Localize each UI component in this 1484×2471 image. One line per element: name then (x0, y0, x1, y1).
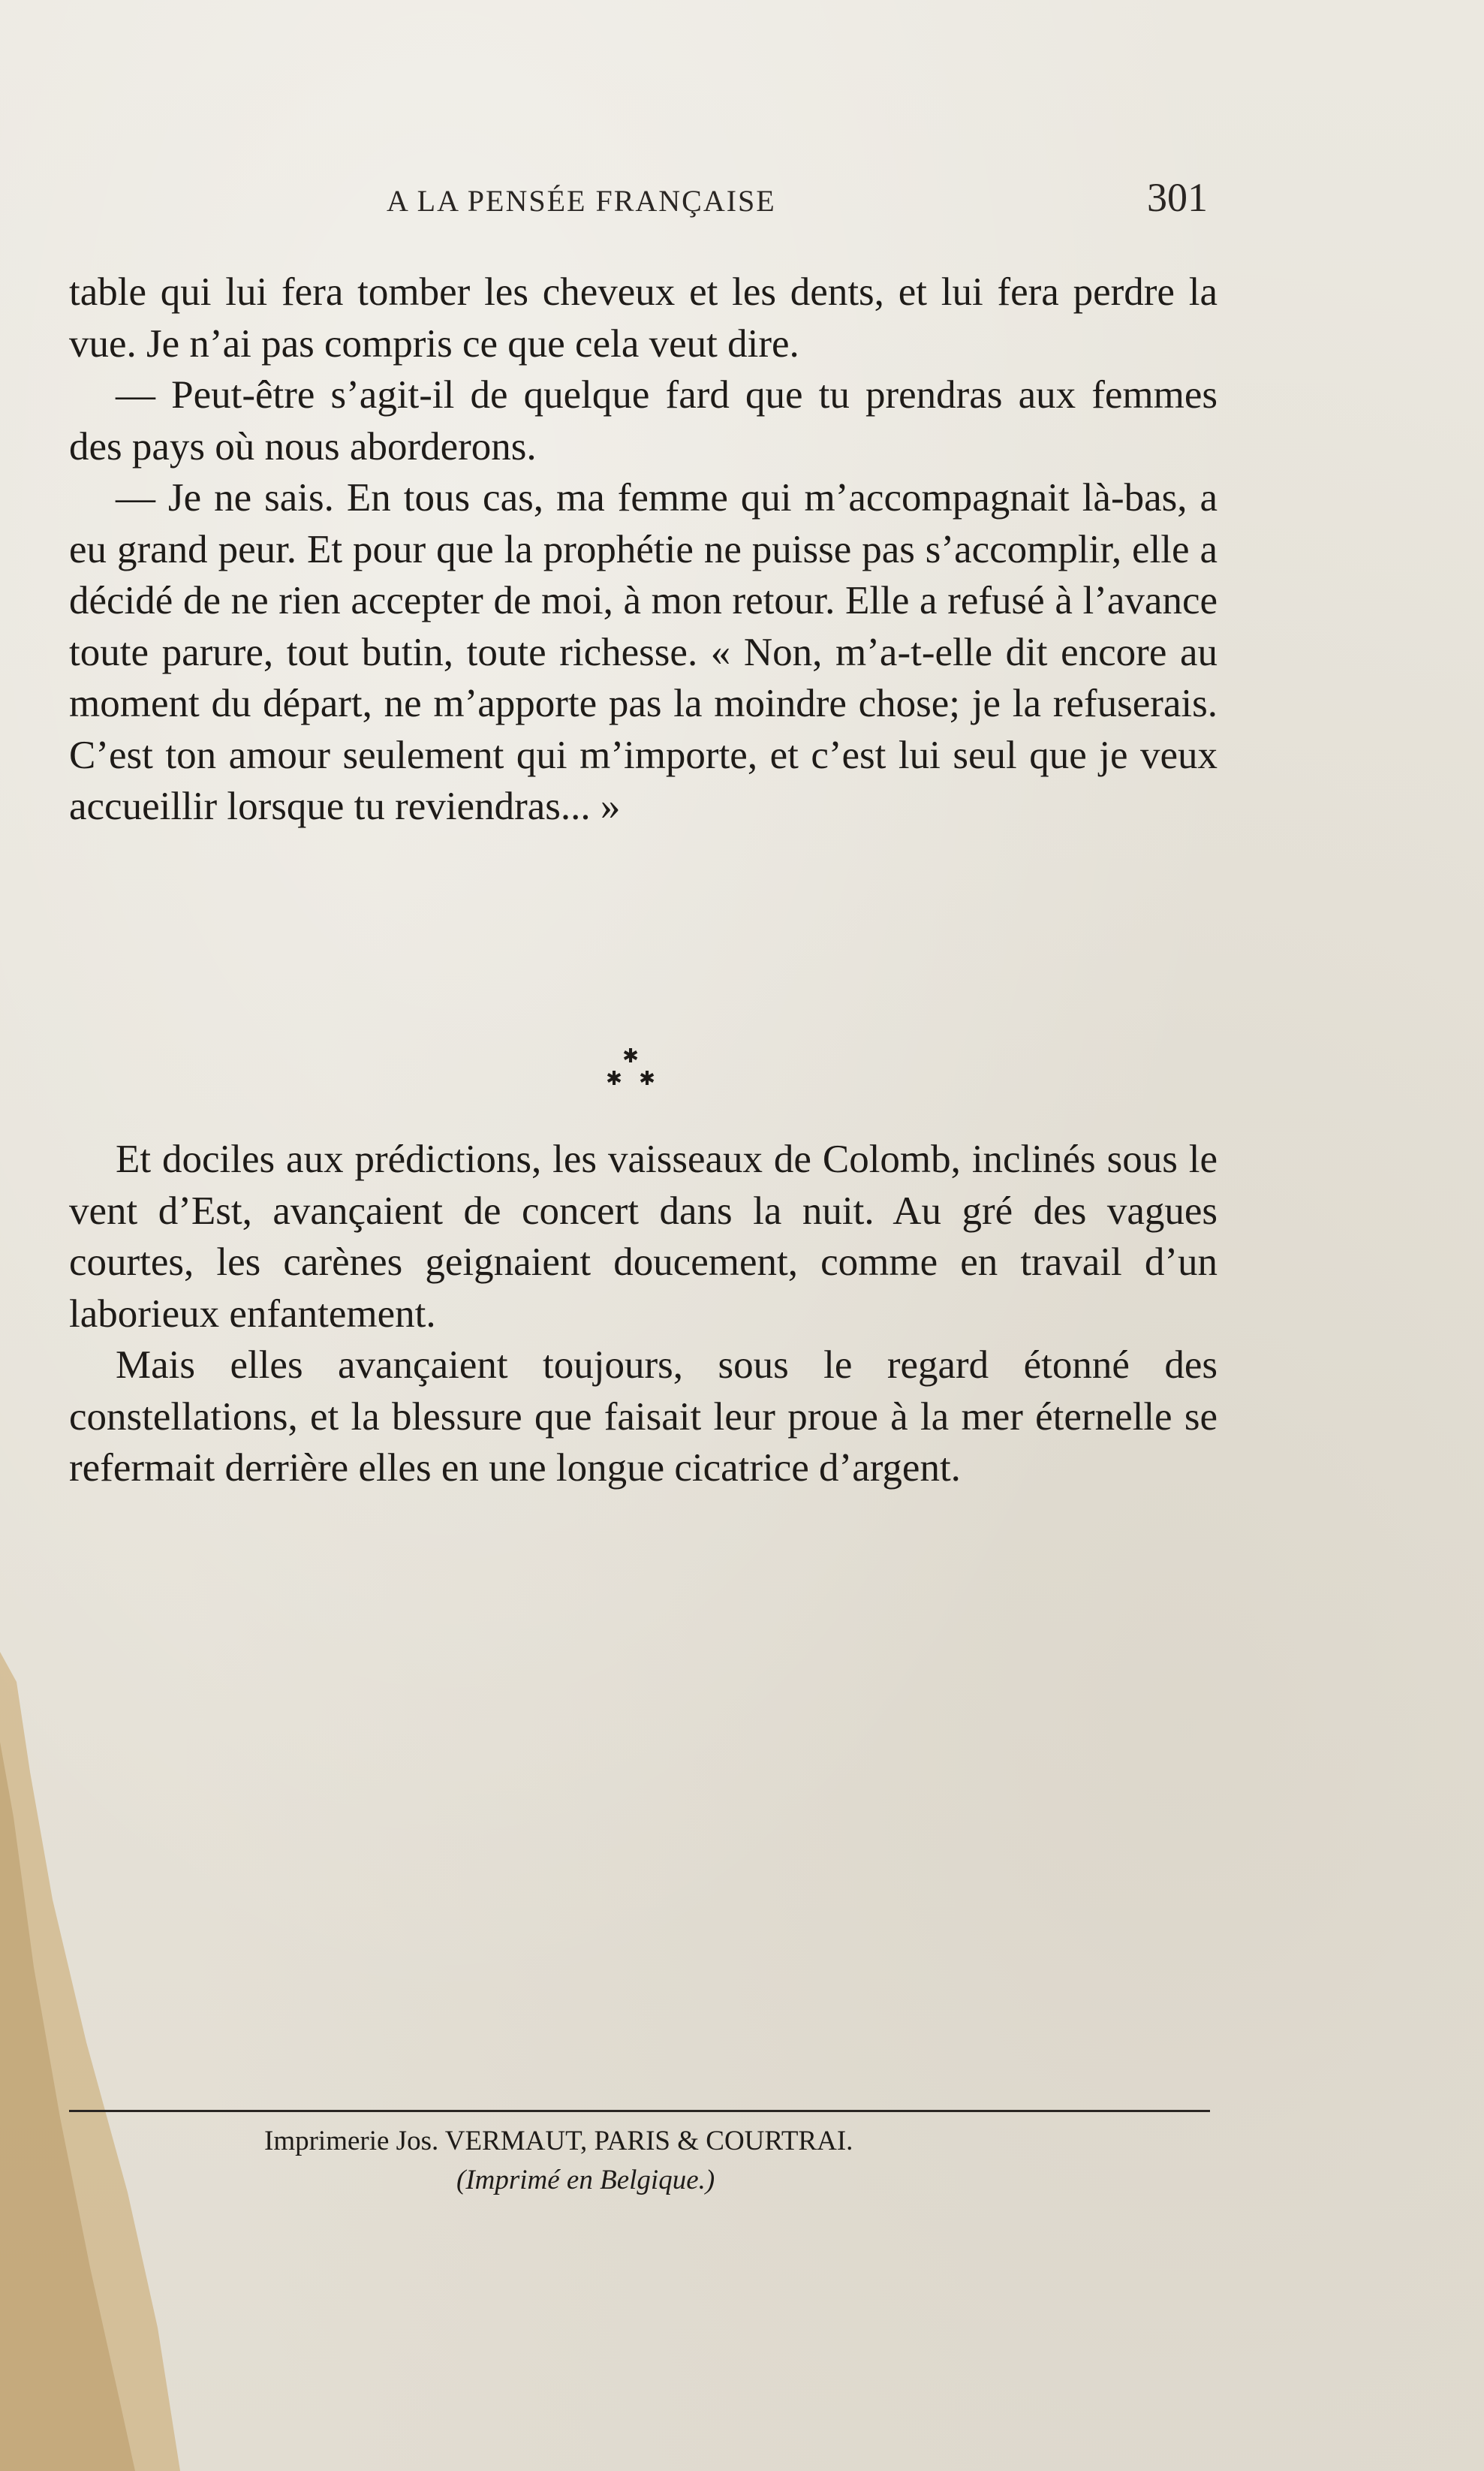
paragraph: — Je ne sais. En tous cas, ma femme qui m’accompagnait là-bas, a eu grand peur. Et pour que la prophétie ne puisse pas s’accomplir, elle a décidé de ne rien accepter de moi, à mon retour. Elle a refusé à l’avance toute parure, tout butin, toute richesse. « Non, m’a-t-elle dit encore au moment du départ, ne m’apporte pas la moindre chose; je la refuserais. C’est ton amour seulement qui m’importe, et c’est lui seul que je veux accueillir lorsque tu reviendras... » (69, 476, 1218, 828)
paragraph: — Peut-être s’agit-il de quelque fard que tu prendras aux femmes des pays où nous aborderons. (69, 373, 1218, 469)
footer-rule (69, 2110, 1210, 2112)
page-number: 301 (1147, 175, 1208, 220)
imprint-country-line: (Imprimé en Belgique.) (456, 2165, 715, 2195)
svg-text:✱: ✱ (606, 1068, 622, 1090)
paragraph: table qui lui fera tomber les cheveux et les dents, et lui fera perdre la vue. Je n’ai pas compris ce que cela veut dire. (69, 270, 1218, 366)
paragraph: Et dociles aux prédictions, les vaisseaux de Colomb, inclinés sous le vent d’Est, avançaient de concert dans la nuit. Au gré des vagues courtes, les carènes geignaient doucement, comme en travail d’un laborieux enfantement. (69, 1138, 1218, 1336)
running-head: A LA PENSÉE FRANÇAISE (387, 184, 776, 218)
text-block-bottom (69, 1134, 1218, 1494)
text-block-top (69, 267, 1218, 833)
svg-text:✱: ✱ (622, 1045, 639, 1068)
imprint-line: Imprimerie Jos. VERMAUT, PARIS & COURTRAI. (264, 2126, 853, 2156)
svg-text:✱: ✱ (639, 1068, 655, 1090)
asterism-separator (593, 1040, 668, 1092)
page-stain (0, 1652, 195, 2471)
paragraph: Mais elles avançaient toujours, sous le regard étonné des constellations, et la blessure que faisait leur proue à la mer éternelle se refermait derrière elles en une longue cicatrice d’argent. (69, 1343, 1218, 1490)
